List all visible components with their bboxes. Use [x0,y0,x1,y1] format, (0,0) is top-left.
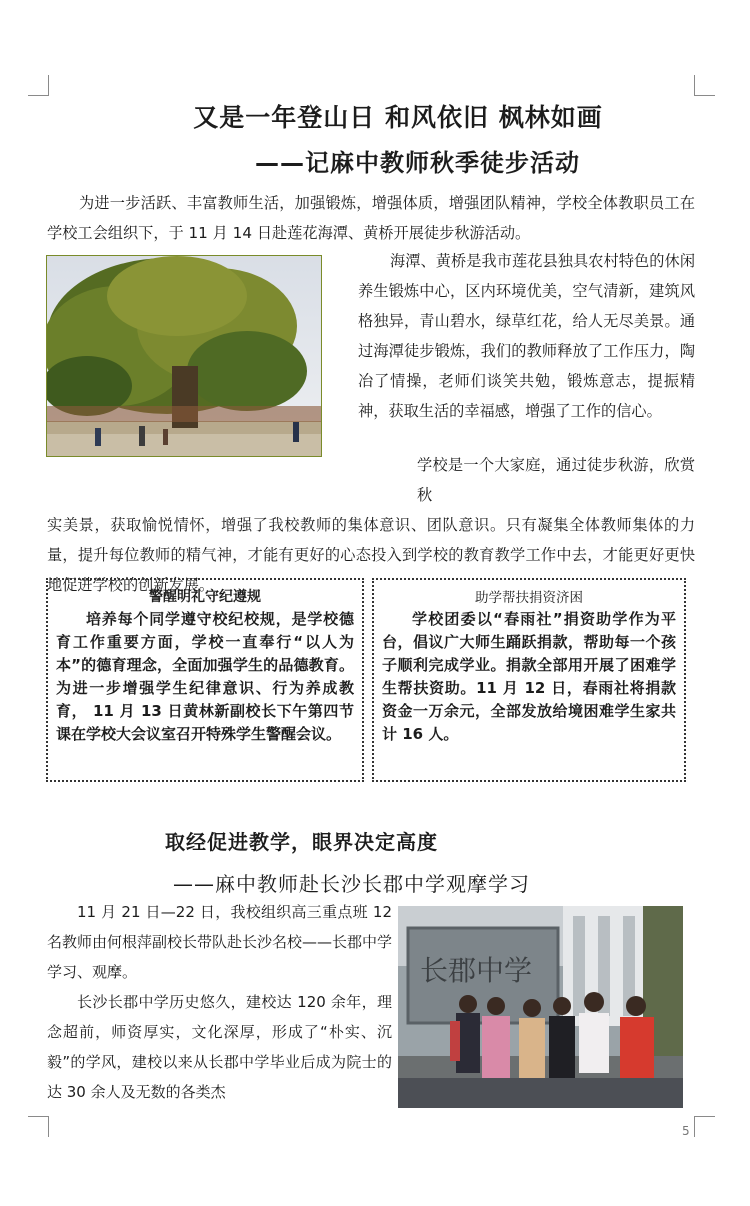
donation-news-box [372,578,686,782]
article1-title: 又是一年登山日 和风依旧 枫林如画 [193,103,603,132]
crop-mark-top-left [28,75,49,96]
article1-para3-rest: 实美景，获取愉悦情怀，增强了我校教师的集体意识、团队意识。只有凝集全体教师集体的力量，提升每位教师的精气神，才能有更好的心态投入到学校的教育教学工作中去，才能更好更快地促进学校的创新发展。 [47,516,695,594]
crop-mark-bottom-right [694,1116,715,1137]
discipline-box-body: 培养每个同学遵守校纪校规，是学校德育工作重要方面，学校一直奉行“以人为本”的德育理念，全面加强学生的品德教育。为进一步增强学生纪律意识、行为养成教育， 11 月 13 日黄林新副校长下午第四节课在学校大会议室召开特殊学生警醒会议。 [56,610,354,743]
article2-body [47,897,392,1107]
donation-box-body: 学校团委以“春雨社”捐资助学作为平台，倡议广大师生踊跃捐款，帮助每一个孩子顺利完成学业。捐款全部用开展了困难学生帮扶资助。11 月 12 日，春雨社将捐款资金一万余元，全部发放给境困难学生家共计 16 人。 [382,610,676,743]
article2-title: 取经促进教学，眼界决定高度 [165,830,438,854]
page-number: 5 [682,1124,690,1138]
donation-box-title: 助学帮扶捐资济困 [475,590,583,606]
article1-subtitle: ——记麻中教师秋季徒步活动 [255,149,580,177]
crop-mark-bottom-left [28,1116,49,1137]
article2-para1: 11 月 21 日—22 日，我校组织高三重点班 12 名教师由何根萍副校长带队赴长沙名校——长郡中学学习、观摩。 [47,903,393,981]
ginkgo-tree-photo [46,255,322,457]
discipline-news-box [46,578,364,782]
article1-para1: 为进一步活跃、丰富教师生活，加强锻炼，增强体质，增强团队精神，学校全体教职员工在学校工会组织下，于 11 月 14 日赴莲花海潭、黄桥开展徒步秋游活动。 [47,194,695,242]
crop-mark-top-right [694,75,715,96]
school-sign-text: 长郡中学 [420,954,533,987]
article2-subtitle: ——麻中教师赴长沙长郡中学观摩学习 [173,872,530,896]
discipline-box-title: 警醒明礼守纪遵规 [149,589,261,605]
article1-para2: 海潭、黄桥是我市莲花县独具农村特色的休闲养生锻炼中心，区内环境优美，空气清新，建筑风格独异，青山碧水，绿草红花，给人无尽美景。通过海潭徒步锻炼，我们的教师释放了工作压力，陶冶了情操，老师们谈笑共勉，锻炼意志，提振精神，获取生活的幸福感，增强了工作的信心。 [358,252,695,420]
teachers-group-photo [398,906,683,1108]
article2-para2: 长沙长郡中学历史悠久，建校达 120 余年，理念超前，师资厚实，文化深厚，形成了“朴实、沉毅”的学风，建校以来从长郡中学毕业后成为院士的达 30 余人及无数的各类杰 [47,993,392,1101]
article1-para3-first-line: 学校是一个大家庭，通过徒步秋游，欣赏秋 [417,456,695,504]
